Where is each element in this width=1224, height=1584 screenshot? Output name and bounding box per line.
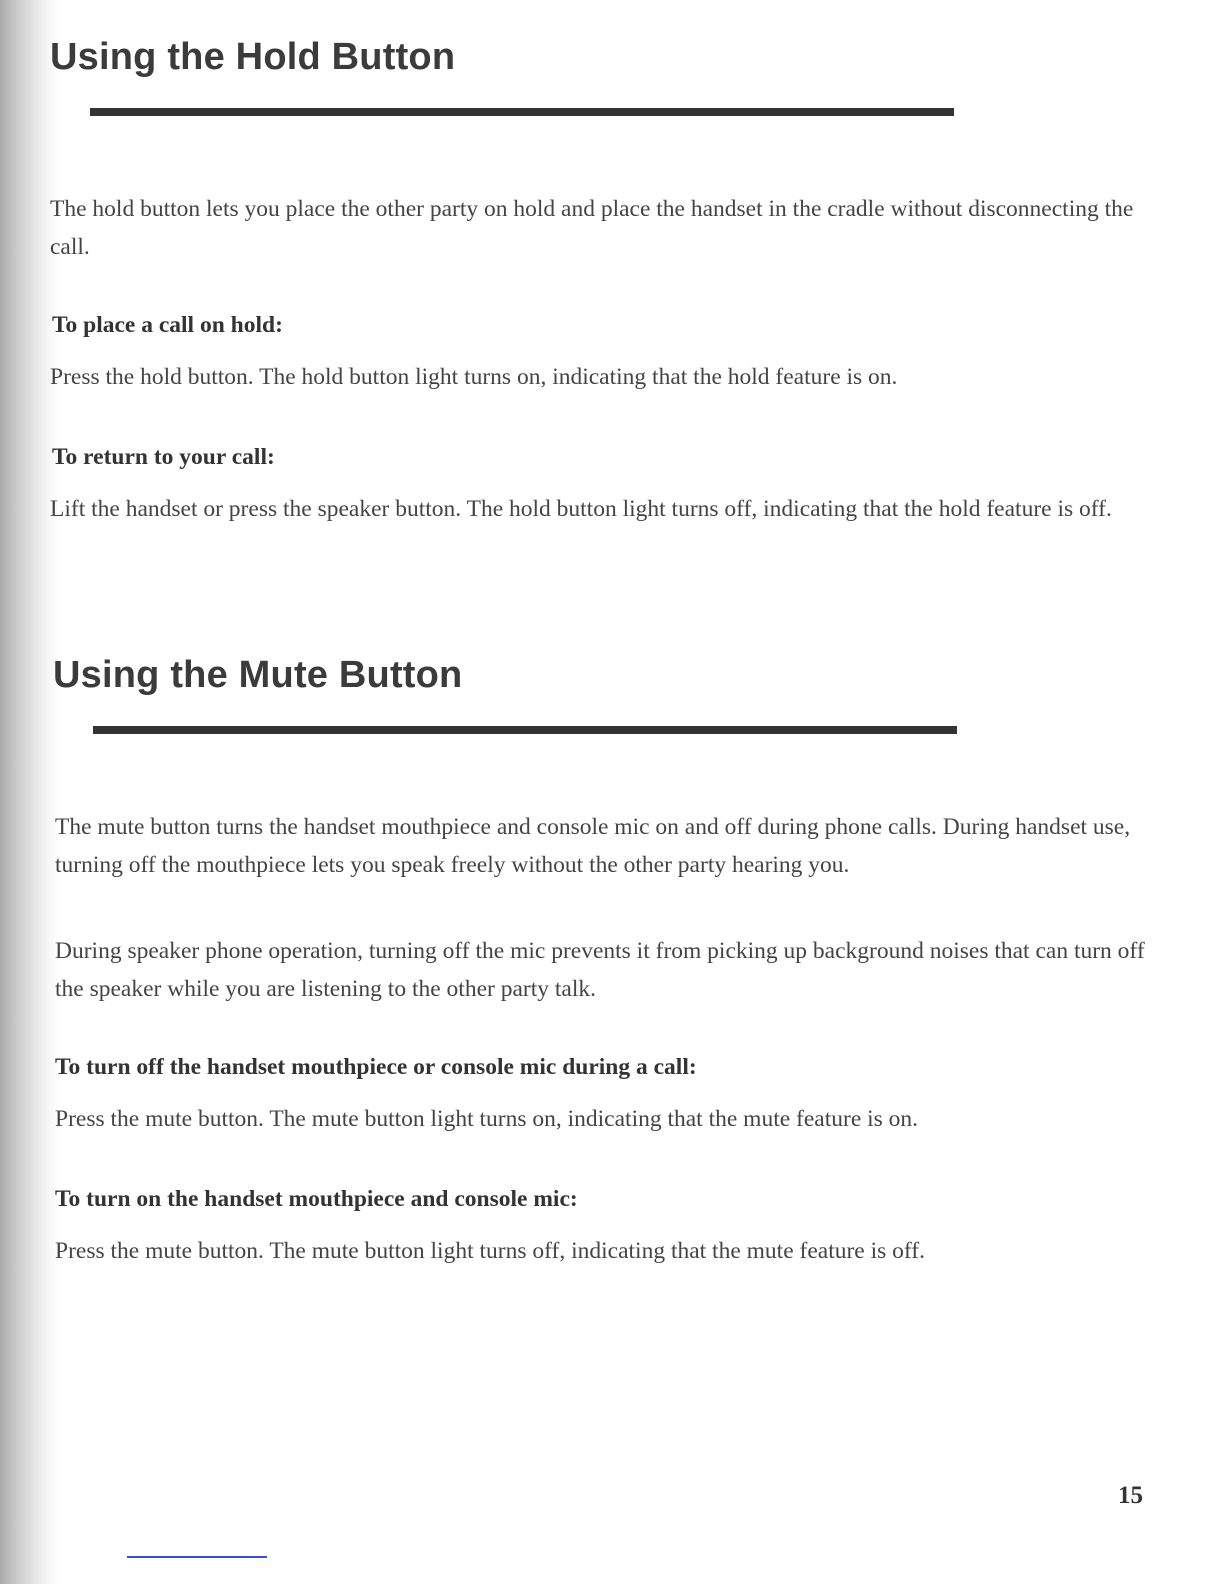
mute-off-heading: To turn off the handset mouthpiece or console mic during a call: [55, 1054, 697, 1080]
hold-title-rule [90, 108, 954, 116]
hold-section-title: Using the Hold Button [50, 36, 456, 78]
hold-intro-paragraph: The hold button lets you place the other party on hold and place the handset in the cradle without disconnecting the call. [50, 196, 1134, 260]
page-number: 15 [1118, 1482, 1143, 1509]
return-to-call-text: Lift the handset or press the speaker button. The hold button light turns off, indicating that the hold feature is off. [50, 496, 1112, 522]
mute-intro-paragraph-1: The mute button turns the handset mouthpiece and console mic on and off during phone calls. During handset use, turning off the mouthpiece lets you speak freely without the other party hearing you. [55, 814, 1131, 878]
mute-title-rule [93, 726, 957, 734]
place-on-hold-heading: To place a call on hold: [52, 312, 283, 338]
mute-section-title: Using the Mute Button [53, 654, 463, 696]
place-on-hold-text: Press the hold button. The hold button light turns on, indicating that the hold feature is on. [50, 364, 898, 390]
return-to-call-heading: To return to your call: [52, 444, 275, 470]
mute-off-text: Press the mute button. The mute button light turns on, indicating that the mute feature is on. [55, 1106, 919, 1132]
mute-on-heading: To turn on the handset mouthpiece and console mic: [55, 1186, 578, 1212]
bottom-edge-mark [127, 1556, 267, 1558]
mute-intro-paragraph-2: During speaker phone operation, turning off the mic prevents it from picking up background noises that can turn off the speaker while you are listening to the other party talk. [55, 938, 1145, 1002]
mute-on-text: Press the mute button. The mute button light turns off, indicating that the mute feature is off. [55, 1238, 926, 1264]
